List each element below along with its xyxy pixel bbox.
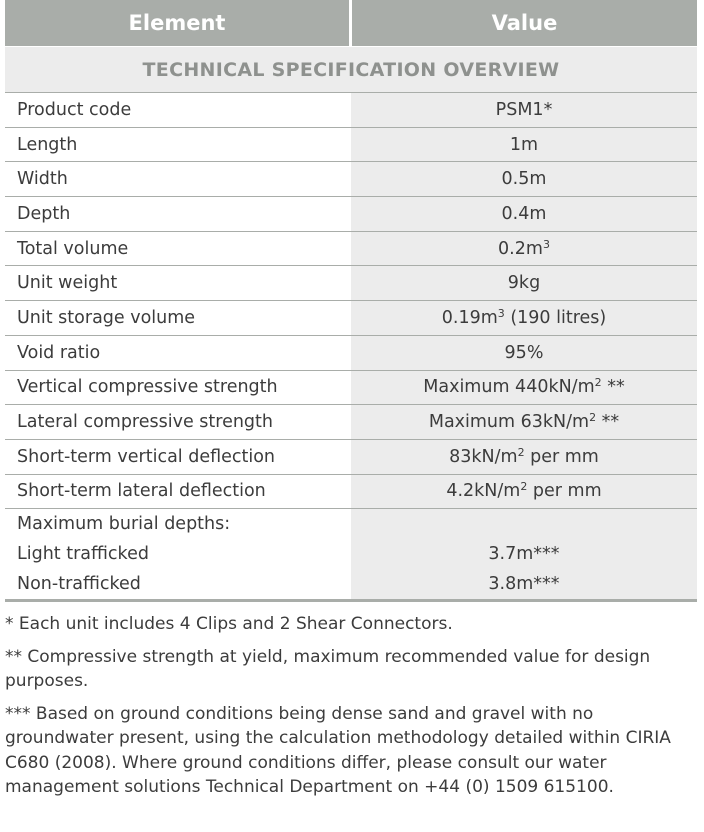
value-superscript: 2: [517, 445, 525, 459]
row-value: [351, 439, 697, 474]
row-label: Product code: [5, 93, 351, 127]
value-superscript: 3: [542, 237, 550, 251]
value-superscript: 2: [589, 411, 597, 425]
value-text: 83kN/m: [449, 446, 518, 467]
value-text: 95%: [504, 342, 544, 363]
row-value: [351, 370, 697, 405]
table-row: [5, 197, 697, 232]
table-row: [5, 474, 697, 509]
table-row: [5, 370, 697, 405]
row-label: Void ratio: [5, 335, 351, 370]
table-row: [5, 335, 697, 370]
table-row: [5, 231, 697, 266]
row-value: [351, 266, 697, 301]
row-value: [351, 231, 697, 266]
value-text: 0.5m: [501, 169, 547, 190]
row-value: [351, 335, 697, 370]
row-value: [351, 162, 697, 197]
row-value: [351, 93, 697, 127]
footnotes: [5, 612, 697, 808]
row-label: Unit weight: [5, 266, 351, 301]
spec-table: [5, 93, 697, 602]
row-value: [351, 405, 697, 440]
row-label: Vertical compressive strength: [5, 370, 351, 405]
value-suffix: **: [596, 412, 620, 433]
row-label: Lateral compressive strength: [5, 405, 351, 440]
footnote-1: * Each unit includes 4 Clips and 2 Shear Connectors.: [5, 614, 453, 634]
row-label: Short-term vertical deflection: [5, 439, 351, 474]
burial-heading: Maximum burial depths:: [17, 514, 231, 535]
value-text: Maximum 440kN/m: [423, 377, 595, 398]
value-superscript: 3: [497, 306, 505, 320]
table-subtitle: TECHNICAL SPECIFICATION OVERVIEW: [5, 47, 697, 93]
table-row: [5, 127, 697, 162]
table-row: [5, 93, 697, 127]
footnote-2: ** Compressive strength at yield, maximum recommended value for design purposes.: [5, 646, 651, 691]
burial-non-value: 3.8m***: [488, 574, 560, 595]
value-text: 0.19m: [441, 307, 498, 328]
row-value: [351, 127, 697, 162]
value-superscript: 2: [520, 480, 528, 494]
row-label: Width: [5, 162, 351, 197]
table-row-burial-depths: [5, 509, 697, 601]
table-row: [5, 266, 697, 301]
spec-table-container: [5, 0, 697, 602]
burial-light-value: 3.7m***: [488, 544, 560, 565]
footnote-3: *** Based on ground conditions being dense sand and gravel with no groundwater present, using the calculation methodology detailed within CIRIA C680 (2008). Where ground conditions differ, please consult our water management solutions Technical Department on +44 (0) 1509 615100.: [5, 703, 671, 797]
row-value: [351, 197, 697, 232]
value-text: 0.2m: [498, 238, 543, 259]
row-label: Depth: [5, 197, 351, 232]
row-label: Length: [5, 127, 351, 162]
burial-labels: [5, 509, 351, 601]
table-row: [5, 405, 697, 440]
header-element: Element: [5, 0, 349, 46]
value-text: 9kg: [507, 273, 541, 294]
value-text: 1m: [509, 134, 539, 155]
header-value: Value: [352, 0, 697, 46]
value-suffix: per mm: [527, 481, 602, 502]
table-row: [5, 301, 697, 336]
value-text: Maximum 63kN/m: [428, 412, 590, 433]
burial-light-label: Light trafficked: [17, 544, 149, 565]
row-label: Short-term lateral deflection: [5, 474, 351, 509]
table-row: [5, 162, 697, 197]
value-text: PSM1*: [495, 99, 553, 120]
value-text: 4.2kN/m: [446, 481, 521, 502]
value-suffix: (190 litres): [504, 307, 607, 328]
value-text: 0.4m: [501, 203, 547, 224]
table-header: [5, 0, 697, 46]
burial-values: [351, 509, 697, 601]
row-value: [351, 301, 697, 336]
value-superscript: 2: [594, 376, 602, 390]
row-label: Unit storage volume: [5, 301, 351, 336]
burial-non-label: Non-trafficked: [17, 574, 141, 595]
value-suffix: per mm: [524, 446, 599, 467]
row-label: Total volume: [5, 231, 351, 266]
burial-spacer: [351, 509, 697, 539]
table-row: [5, 439, 697, 474]
row-value: [351, 474, 697, 509]
value-suffix: **: [601, 377, 625, 398]
